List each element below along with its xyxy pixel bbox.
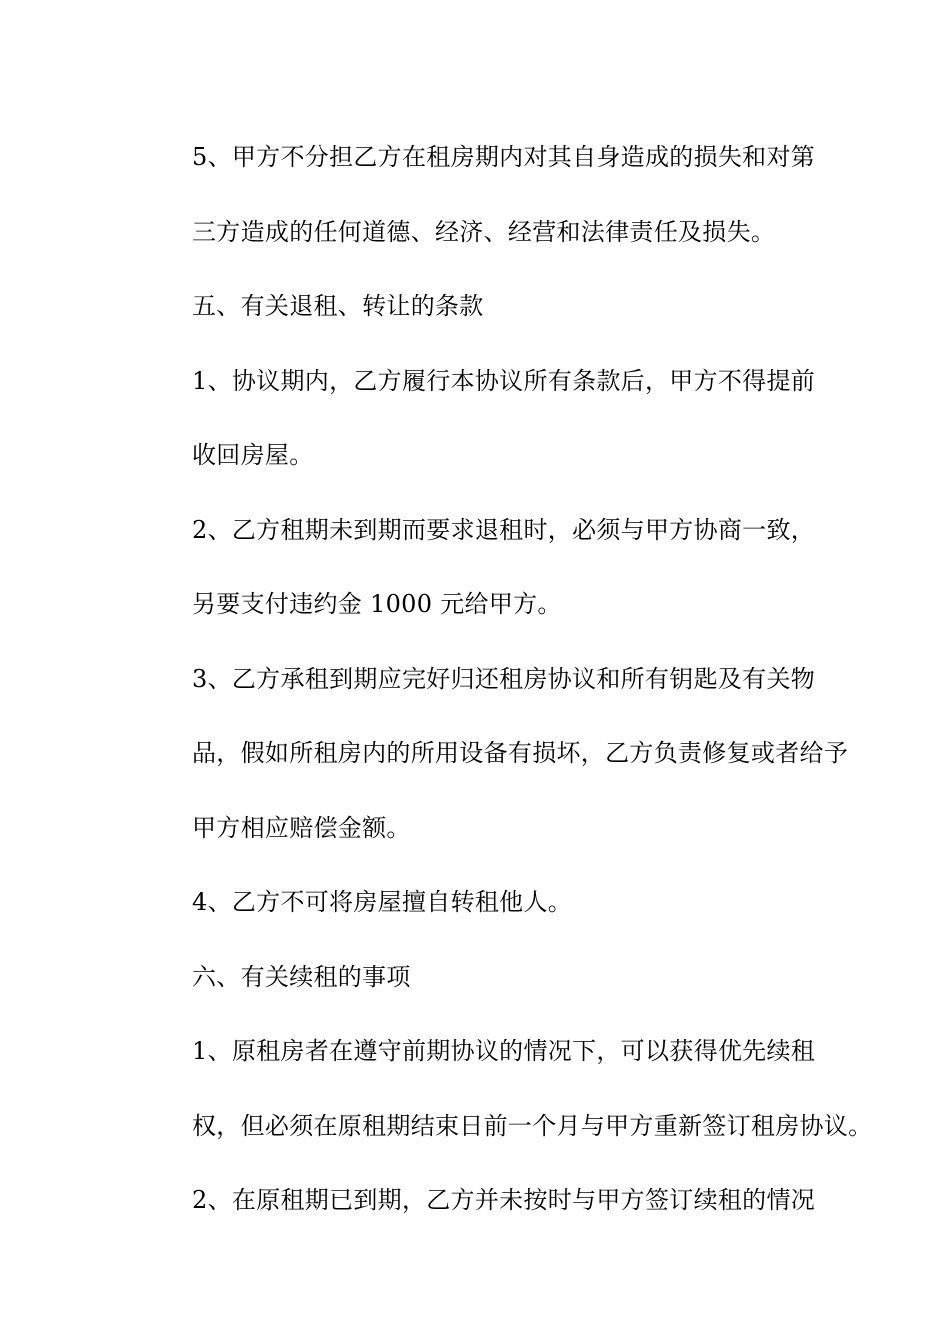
text-line: 3、乙方承租到期应完好归还租房协议和所有钥匙及有关物	[192, 664, 816, 693]
text-line: 五、有关退租、转让的条款	[192, 292, 484, 320]
text-line: 三方造成的任何道德、经济、经营和法律责任及损失。	[192, 217, 776, 246]
text-line: 2、在原租期已到期，乙方并未按时与甲方签订续租的情况	[192, 1186, 816, 1214]
clause-5-4-paragraph	[144, 865, 809, 940]
text-line: 权，但必须在原租期结束日前一个月与甲方重新签订租房协议。	[192, 1111, 873, 1140]
text-line: 甲方相应赔偿金额。	[192, 813, 411, 842]
section-6-heading	[144, 940, 809, 1015]
text-line: 收回房屋。	[192, 441, 314, 469]
text-line: 1、原租房者在遵守前期协议的情况下，可以获得优先续租	[192, 1037, 816, 1065]
clause-4-5-paragraph	[144, 120, 816, 269]
document-body	[144, 120, 873, 1238]
text-line: 2、乙方租期未到期而要求退租时，必须与甲方协商一致，	[192, 515, 816, 544]
text-line: 另要支付违约金 1000 元给甲方。	[192, 590, 562, 618]
clause-6-2-paragraph	[144, 1163, 816, 1238]
text-line: 4、乙方不可将房屋擅自转租他人。	[192, 888, 573, 916]
clause-5-3-paragraph	[144, 642, 849, 866]
clause-5-2-paragraph	[144, 493, 816, 642]
text-line: 六、有关续租的事项	[192, 962, 411, 991]
section-5-heading	[144, 269, 809, 344]
text-line: 品，假如所租房内的所用设备有损坏，乙方负责修复或者给予	[192, 739, 849, 767]
text-line: 5、甲方不分担乙方在租房期内对其自身造成的损失和对第	[192, 143, 816, 171]
clause-6-1-paragraph	[144, 1014, 873, 1163]
clause-5-1-paragraph	[144, 344, 816, 493]
text-line: 1、协议期内，乙方履行本协议所有条款后，甲方不得提前	[192, 366, 816, 395]
